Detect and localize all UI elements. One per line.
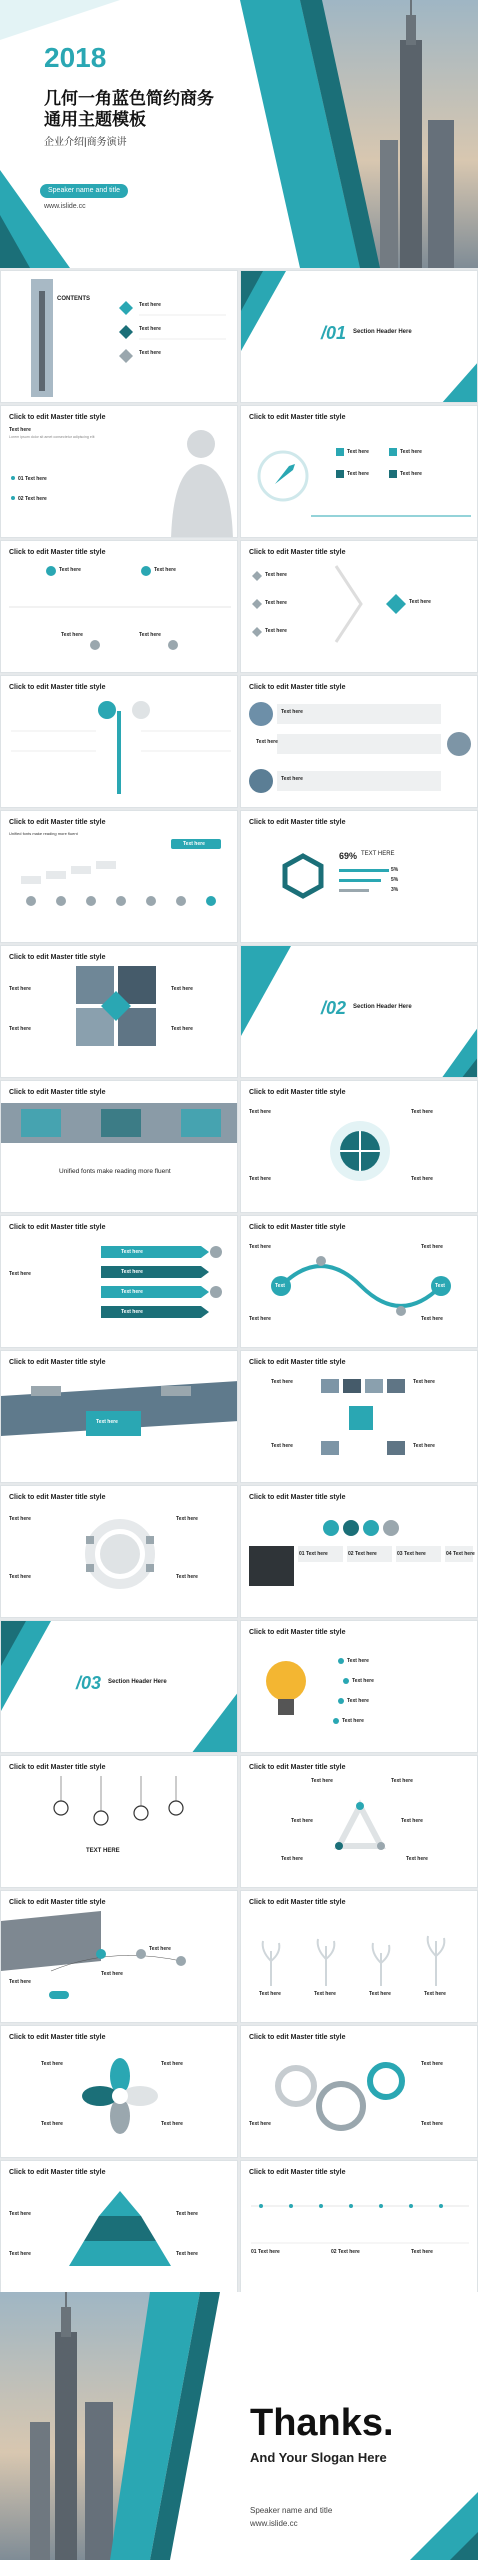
slide-contents[interactable] (0, 270, 238, 403)
slide-title: Click to edit Master title style (249, 1629, 346, 1636)
quad-item-4: Text here (411, 1176, 433, 1182)
slide-section-02[interactable] (240, 945, 478, 1078)
bulb-item-2: Text here (352, 1678, 374, 1684)
flow-item-2: Text here (154, 567, 176, 573)
cover-slide[interactable] (0, 0, 478, 268)
chevron-item-3: Text here (265, 628, 287, 634)
slide-title: Click to edit Master title style (9, 954, 106, 961)
slide-pyramid[interactable] (0, 2160, 238, 2293)
photo-list-item-3: Text here (281, 776, 303, 782)
wave-node-right: Text (435, 1283, 445, 1289)
tri-item-6: Text here (406, 1856, 428, 1862)
slide-arrows[interactable] (0, 1215, 238, 1348)
lamps-graphic (1, 1756, 238, 1888)
slide-title: Click to edit Master title style (9, 549, 106, 556)
rocket-item-4: Text here (400, 471, 422, 477)
plants-graphic (241, 1891, 478, 2023)
contents-label: CONTENTS (57, 296, 90, 302)
cover-url[interactable]: www.islide.cc (44, 203, 86, 210)
photo-grid-graphic (1, 946, 238, 1078)
flow-item-3: Text here (61, 632, 83, 638)
person-item-2: 02 Text here (18, 496, 47, 502)
bar-value-3: 3% (391, 887, 399, 893)
person-item-1: 01 Text here (18, 476, 47, 482)
slide-hexagon[interactable] (240, 810, 478, 943)
slide-ring[interactable] (0, 1485, 238, 1618)
wave-graphic (241, 1216, 478, 1348)
slide-title: Click to edit Master title style (9, 2169, 106, 2176)
slide-title: Click to edit Master title style (9, 2034, 106, 2041)
slide-title: Click to edit Master title style (249, 549, 346, 556)
city-item-2: Text here (101, 1971, 123, 1977)
photo-list-item-2: Text here (256, 739, 278, 745)
bar-value-2: 5% (391, 877, 399, 883)
pyramid-item-4: Text here (176, 2251, 198, 2257)
section-number-01: /01 (321, 323, 347, 343)
wave-item-3: Text here (249, 1316, 271, 1322)
plant-label-3: Text here (369, 1991, 391, 1997)
timeline-step-1: 01 Text here (251, 2249, 280, 2255)
slide-photo-hub[interactable] (240, 1350, 478, 1483)
tri-item-5: Text here (281, 1856, 303, 1862)
tri-item-4: Text here (401, 1818, 423, 1824)
slide-stripe[interactable] (0, 1350, 238, 1483)
triangle-graphic (241, 1756, 478, 1888)
wave-item-4: Text here (421, 1316, 443, 1322)
banner-graphic (1, 1081, 238, 1213)
contents-item-3[interactable]: Text here (139, 350, 161, 356)
flow-item-1: Text here (59, 567, 81, 573)
cover-year: 2018 (44, 42, 107, 73)
person-heading: Text here (9, 427, 31, 433)
wave-item-2: Text here (421, 1244, 443, 1250)
lamps-title: TEXT HERE (86, 1848, 120, 1854)
thanks-speaker: Speaker name and title (250, 2506, 333, 2515)
slide-hook[interactable] (0, 675, 238, 808)
slide-team[interactable] (240, 1485, 478, 1618)
slide-title: Click to edit Master title style (9, 1359, 106, 1366)
quad-circle-graphic (241, 1081, 478, 1213)
city-item-1: Text here (149, 1946, 171, 1952)
plant-label-4: Text here (424, 1991, 446, 1997)
chevron-item-1: Text here (265, 572, 287, 578)
team-item-3: 03 Text here (397, 1551, 426, 1557)
slide-title: Click to edit Master title style (249, 1764, 346, 1771)
gear-item-1: Text here (421, 2061, 443, 2067)
hub-item-1: Text here (271, 1379, 293, 1385)
city-timeline-graphic (1, 1891, 238, 2023)
bar-value-1: 5% (391, 867, 399, 873)
gears-graphic (241, 2026, 478, 2158)
rocket-item-3: Text here (400, 449, 422, 455)
slide-steps[interactable] (0, 810, 238, 943)
slide-title: Click to edit Master title style (249, 684, 346, 691)
bulb-item-3: Text here (347, 1698, 369, 1704)
hook-graphic (1, 676, 238, 808)
slide-quad-circle[interactable] (240, 1080, 478, 1213)
section-header-03: Section Header Here (108, 1679, 167, 1685)
quad-item-2: Text here (411, 1109, 433, 1115)
slide-wave[interactable] (240, 1215, 478, 1348)
stripe-graphic (1, 1351, 238, 1483)
pyramid-item-1: Text here (9, 2211, 31, 2217)
icons-flow-graphic (1, 541, 238, 673)
section-header-01: Section Header Here (353, 329, 412, 335)
contents-photo (1, 271, 238, 403)
slide-plants[interactable] (240, 1890, 478, 2023)
arrow-label-2: Text here (121, 1269, 143, 1275)
slide-title: Click to edit Master title style (249, 1494, 346, 1501)
chevron-graphic (241, 541, 478, 673)
flower-graphic (1, 2026, 238, 2158)
slide-section-01[interactable] (240, 270, 478, 403)
tri-item-3: Text here (291, 1818, 313, 1824)
team-item-2: 02 Text here (348, 1551, 377, 1557)
arrow-label-4: Text here (121, 1309, 143, 1315)
plant-label-2: Text here (314, 1991, 336, 1997)
slide-rocket[interactable] (240, 405, 478, 538)
slide-title: Click to edit Master title style (9, 819, 106, 826)
arrow-label-1: Text here (121, 1249, 143, 1255)
person-body: Lorem ipsum dolor sit amet consectetur adipiscing elit (9, 435, 95, 439)
city-item-3: Text here (9, 1979, 31, 1985)
grid-item-2: Text here (9, 1026, 31, 1032)
pyramid-item-2: Text here (176, 2211, 198, 2217)
chevron-item-2: Text here (265, 600, 287, 606)
speaker-button[interactable]: Speaker name and title (40, 184, 128, 198)
tri-item-2: Text here (391, 1778, 413, 1784)
arrows-heading: Text here (9, 1271, 31, 1277)
ring-item-4: Text here (176, 1574, 198, 1580)
bulb-icon (241, 1621, 478, 1753)
bulb-item-1: Text here (347, 1658, 369, 1664)
grid-item-1: Text here (9, 986, 31, 992)
slide-title: Click to edit Master title style (9, 1764, 106, 1771)
team-item-1: 01 Text here (299, 1551, 328, 1557)
quad-item-3: Text here (249, 1176, 271, 1182)
section-geometry (241, 271, 478, 403)
slide-photo-grid[interactable] (0, 945, 238, 1078)
tri-item-1: Text here (311, 1778, 333, 1784)
cover-title (44, 88, 274, 130)
slide-title: Click to edit Master title style (249, 819, 346, 826)
ring-item-1: Text here (9, 1516, 31, 1522)
slide-flower[interactable] (0, 2025, 238, 2158)
slide-title: Click to edit Master title style (249, 1089, 346, 1096)
banner-caption: Unified fonts make reading more fluent (59, 1168, 171, 1175)
section-header-02: Section Header Here (353, 1004, 412, 1010)
rocket-item-2: Text here (347, 471, 369, 477)
hub-item-4: Text here (413, 1443, 435, 1449)
flower-item-2: Text here (161, 2061, 183, 2067)
bulb-item-4: Text here (342, 1718, 364, 1724)
gear-item-3: Text here (421, 2121, 443, 2127)
thanks-url[interactable]: www.islide.cc (250, 2519, 298, 2528)
arrows-graphic (1, 1216, 238, 1348)
timeline-graphic (241, 2161, 478, 2293)
rocket-item-1: Text here (347, 449, 369, 455)
slide-city-timeline[interactable] (0, 1890, 238, 2023)
section-geometry (1, 1621, 238, 1753)
hexagon-graphic (241, 811, 478, 943)
slide-icons-flow[interactable] (0, 540, 238, 673)
thanks-heading: Thanks. (250, 2402, 394, 2444)
flower-item-3: Text here (41, 2121, 63, 2127)
contents-item-2[interactable]: Text here (139, 326, 161, 332)
section-geometry (241, 946, 478, 1078)
thanks-slide[interactable] (0, 2292, 478, 2560)
steps-heading: Unified fonts make reading more fluent (9, 831, 78, 836)
slide-chevron[interactable] (240, 540, 478, 673)
grid-item-4: Text here (171, 1026, 193, 1032)
pyramid-graphic (1, 2161, 238, 2293)
slide-title: Click to edit Master title style (249, 414, 346, 421)
slide-person[interactable] (0, 405, 238, 538)
cover-subtitle: 企业介绍|商务演讲 (44, 137, 127, 148)
slide-banner[interactable] (0, 1080, 238, 1213)
hexagon-percent: 69% (339, 851, 358, 861)
section-number-02: /02 (321, 998, 347, 1018)
slide-title: Click to edit Master title style (9, 1899, 106, 1906)
ring-item-3: Text here (9, 1574, 31, 1580)
thanks-slogan: And Your Slogan Here (250, 2450, 387, 2465)
slide-title: Click to edit Master title style (249, 1359, 346, 1366)
slide-title: Click to edit Master title style (9, 1089, 106, 1096)
photo-hub-graphic (241, 1351, 478, 1483)
section-number-03: /03 (76, 1673, 102, 1693)
slide-photos-list[interactable] (240, 675, 478, 808)
cover-title-line2: 通用主题模板 (44, 110, 146, 129)
slide-title: Click to edit Master title style (249, 2169, 346, 2176)
hub-item-3: Text here (271, 1443, 293, 1449)
ring-graphic (1, 1486, 238, 1618)
gear-item-2: Text here (249, 2121, 271, 2127)
slide-title: Click to edit Master title style (9, 414, 106, 421)
chevron-item-4: Text here (409, 599, 431, 605)
steps-badge: Text here (183, 841, 205, 847)
timeline-step-3: Text here (411, 2249, 433, 2255)
slide-bulb[interactable] (240, 1620, 478, 1753)
slide-title: Click to edit Master title style (249, 1224, 346, 1231)
slide-triangle[interactable] (240, 1755, 478, 1888)
team-item-4: 04 Text here (446, 1551, 475, 1557)
timeline-step-2: 02 Text here (331, 2249, 360, 2255)
arrow-label-3: Text here (121, 1289, 143, 1295)
plant-label-1: Text here (259, 1991, 281, 1997)
stripe-label: Text here (96, 1419, 118, 1425)
slide-title: Click to edit Master title style (9, 1494, 106, 1501)
slide-title: Click to edit Master title style (249, 2034, 346, 2041)
slide-gears[interactable] (240, 2025, 478, 2158)
ring-item-2: Text here (176, 1516, 198, 1522)
flower-item-1: Text here (41, 2061, 63, 2067)
quad-item-1: Text here (249, 1109, 271, 1115)
slide-title: Click to edit Master title style (9, 1224, 106, 1231)
hexagon-label: TEXT HERE (361, 851, 395, 857)
person-silhouette (1, 406, 238, 538)
grid-item-3: Text here (171, 986, 193, 992)
slide-section-03[interactable] (0, 1620, 238, 1753)
contents-item-1[interactable]: Text here (139, 302, 161, 308)
wave-node-left: Text (275, 1283, 285, 1289)
thanks-geometry (0, 2292, 478, 2560)
flow-item-4: Text here (139, 632, 161, 638)
wave-item-1: Text here (249, 1244, 271, 1250)
slide-title: Click to edit Master title style (249, 1899, 346, 1906)
slide-lamps[interactable] (0, 1755, 238, 1888)
pyramid-item-3: Text here (9, 2251, 31, 2257)
hub-item-2: Text here (413, 1379, 435, 1385)
slide-title: Click to edit Master title style (9, 684, 106, 691)
flower-item-4: Text here (161, 2121, 183, 2127)
slide-timeline[interactable] (240, 2160, 478, 2293)
photo-list-item-1: Text here (281, 709, 303, 715)
cover-title-line1: 几何一角蓝色简约商务 (44, 89, 214, 108)
